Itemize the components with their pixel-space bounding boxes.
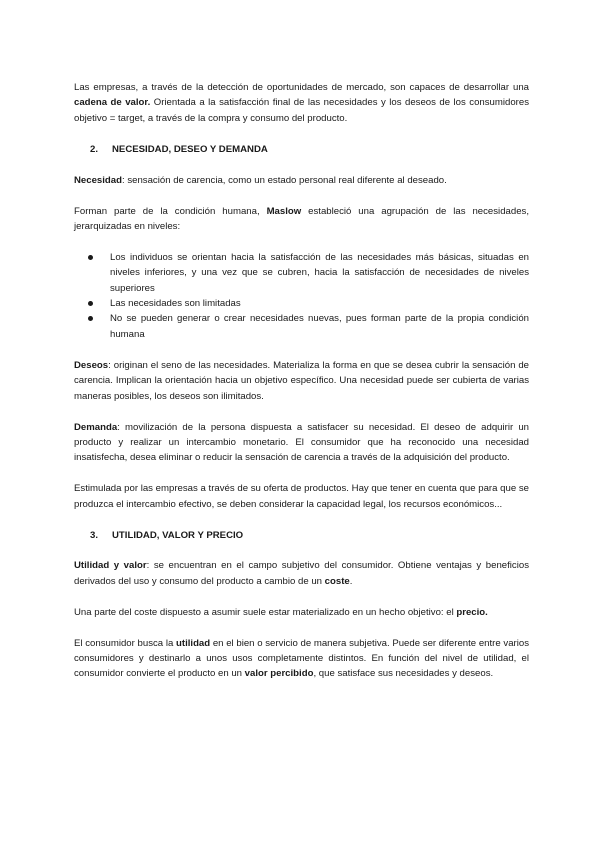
valor-percibido-term: valor percibido — [244, 668, 314, 680]
consumidor-paragraph — [74, 636, 529, 682]
section-heading-3 — [74, 528, 529, 543]
demanda-definition: : movilización de la persona dispuesta a satisfacer su necesidad. El deseo de adquirir un producto y realizar un intercambio monetario. El consumidor que ha reconocido una necesidad insatisfecha, desea eliminar o reducir la sensación de carencia a través de la adquisición del producto. — [74, 421, 529, 464]
consumidor-text-end: , que satisface sus necesidades y deseos. — [313, 668, 494, 680]
coste-text: Una parte del coste dispuesto a asumir suele estar materializado en un hecho objetivo: el — [74, 606, 457, 618]
utilidad-paragraph — [74, 558, 529, 589]
section-title: NECESIDAD, DESEO Y DEMANDA — [112, 143, 268, 155]
bullet-icon — [88, 301, 93, 306]
necesidad-term: Necesidad — [74, 174, 122, 186]
utilidad-definition: : se encuentran en el campo subjetivo del consumidor. Obtiene ventajas y beneficios derivados del uso y consumo del producto a cambio de un — [74, 560, 529, 587]
coste-term: coste — [324, 575, 350, 587]
list-item — [74, 311, 529, 342]
section-number: 2. — [90, 143, 99, 155]
utilidad-valor-term: Utilidad y valor — [74, 560, 147, 572]
coste-paragraph — [74, 605, 529, 620]
deseos-definition: : originan el seno de las necesidades. Materializa la forma en que se desea cubrir la sensación de carencia. Implican la orientación hacia un objetivo específico. Una necesidad puede ser cubierta de varias maneras posibles, los deseos son ilimitados. — [74, 359, 529, 402]
intro-text: Las empresas, a través de la detección de oportunidades de mercado, son capaces de desarrollar una — [74, 82, 529, 93]
section-title: UTILIDAD, VALOR Y PRECIO — [112, 529, 244, 541]
list-item-text: Las necesidades son limitadas — [110, 298, 241, 310]
demanda-paragraph — [74, 420, 529, 466]
bullet-icon — [88, 255, 93, 260]
maslow-term: Maslow — [266, 205, 302, 217]
section-number: 3. — [90, 529, 99, 541]
maslow-text: Forman parte de la condición humana, — [74, 205, 267, 217]
necesidad-definition: : sensación de carencia, como un estado personal real diferente al deseado. — [122, 174, 447, 186]
cadena-de-valor-term: cadena de valor. — [74, 97, 151, 109]
list-item — [74, 250, 529, 296]
list-item-text: Los individuos se orientan hacia la satisfacción de las necesidades más básicas, situadas en niveles inferiores, y una vez que se cubren, hacia la satisfacción de necesidades de niveles superiores — [110, 251, 529, 294]
deseos-term: Deseos — [74, 359, 109, 371]
maslow-text-cont: estableció una agrupación de las necesidades, jerarquizadas en niveles: — [74, 205, 529, 232]
list-item — [74, 296, 529, 311]
demanda-term: Demanda — [74, 421, 118, 433]
intro-paragraph — [74, 80, 529, 126]
bullet-icon — [88, 316, 93, 321]
deseos-paragraph — [74, 358, 529, 404]
consumidor-text-cont: en el bien o servicio de manera subjetiva. Puede ser diferente entre varios consumidores y destinarlo a unos usos completamente distintos. En función del nivel de utilidad, el consumidor convierte el producto en un — [74, 637, 530, 680]
utilidad-term: utilidad — [176, 637, 211, 649]
needs-bullet-list — [74, 250, 529, 342]
utilidad-end: . — [349, 575, 353, 587]
intro-text-cont: Orientada a la satisfacción final de las necesidades y los deseos de los consumidores objetivo = target, a través de la compra y consumo del producto. — [74, 97, 530, 124]
necesidad-paragraph — [74, 173, 529, 188]
maslow-paragraph — [74, 204, 529, 235]
precio-term: precio. — [456, 606, 488, 618]
section-heading-2 — [74, 142, 529, 157]
consumidor-text: El consumidor busca la — [74, 637, 177, 649]
list-item-text: No se pueden generar o crear necesidades nuevas, pues forman parte de la propia condición humana — [110, 313, 529, 340]
document-body — [74, 80, 529, 682]
estimulada-paragraph: Estimulada por las empresas a través de su oferta de productos. Hay que tener en cuenta que para que se produzca el intercambio efectivo, se deben considerar la capacidad legal, los recursos económicos... — [74, 483, 529, 510]
